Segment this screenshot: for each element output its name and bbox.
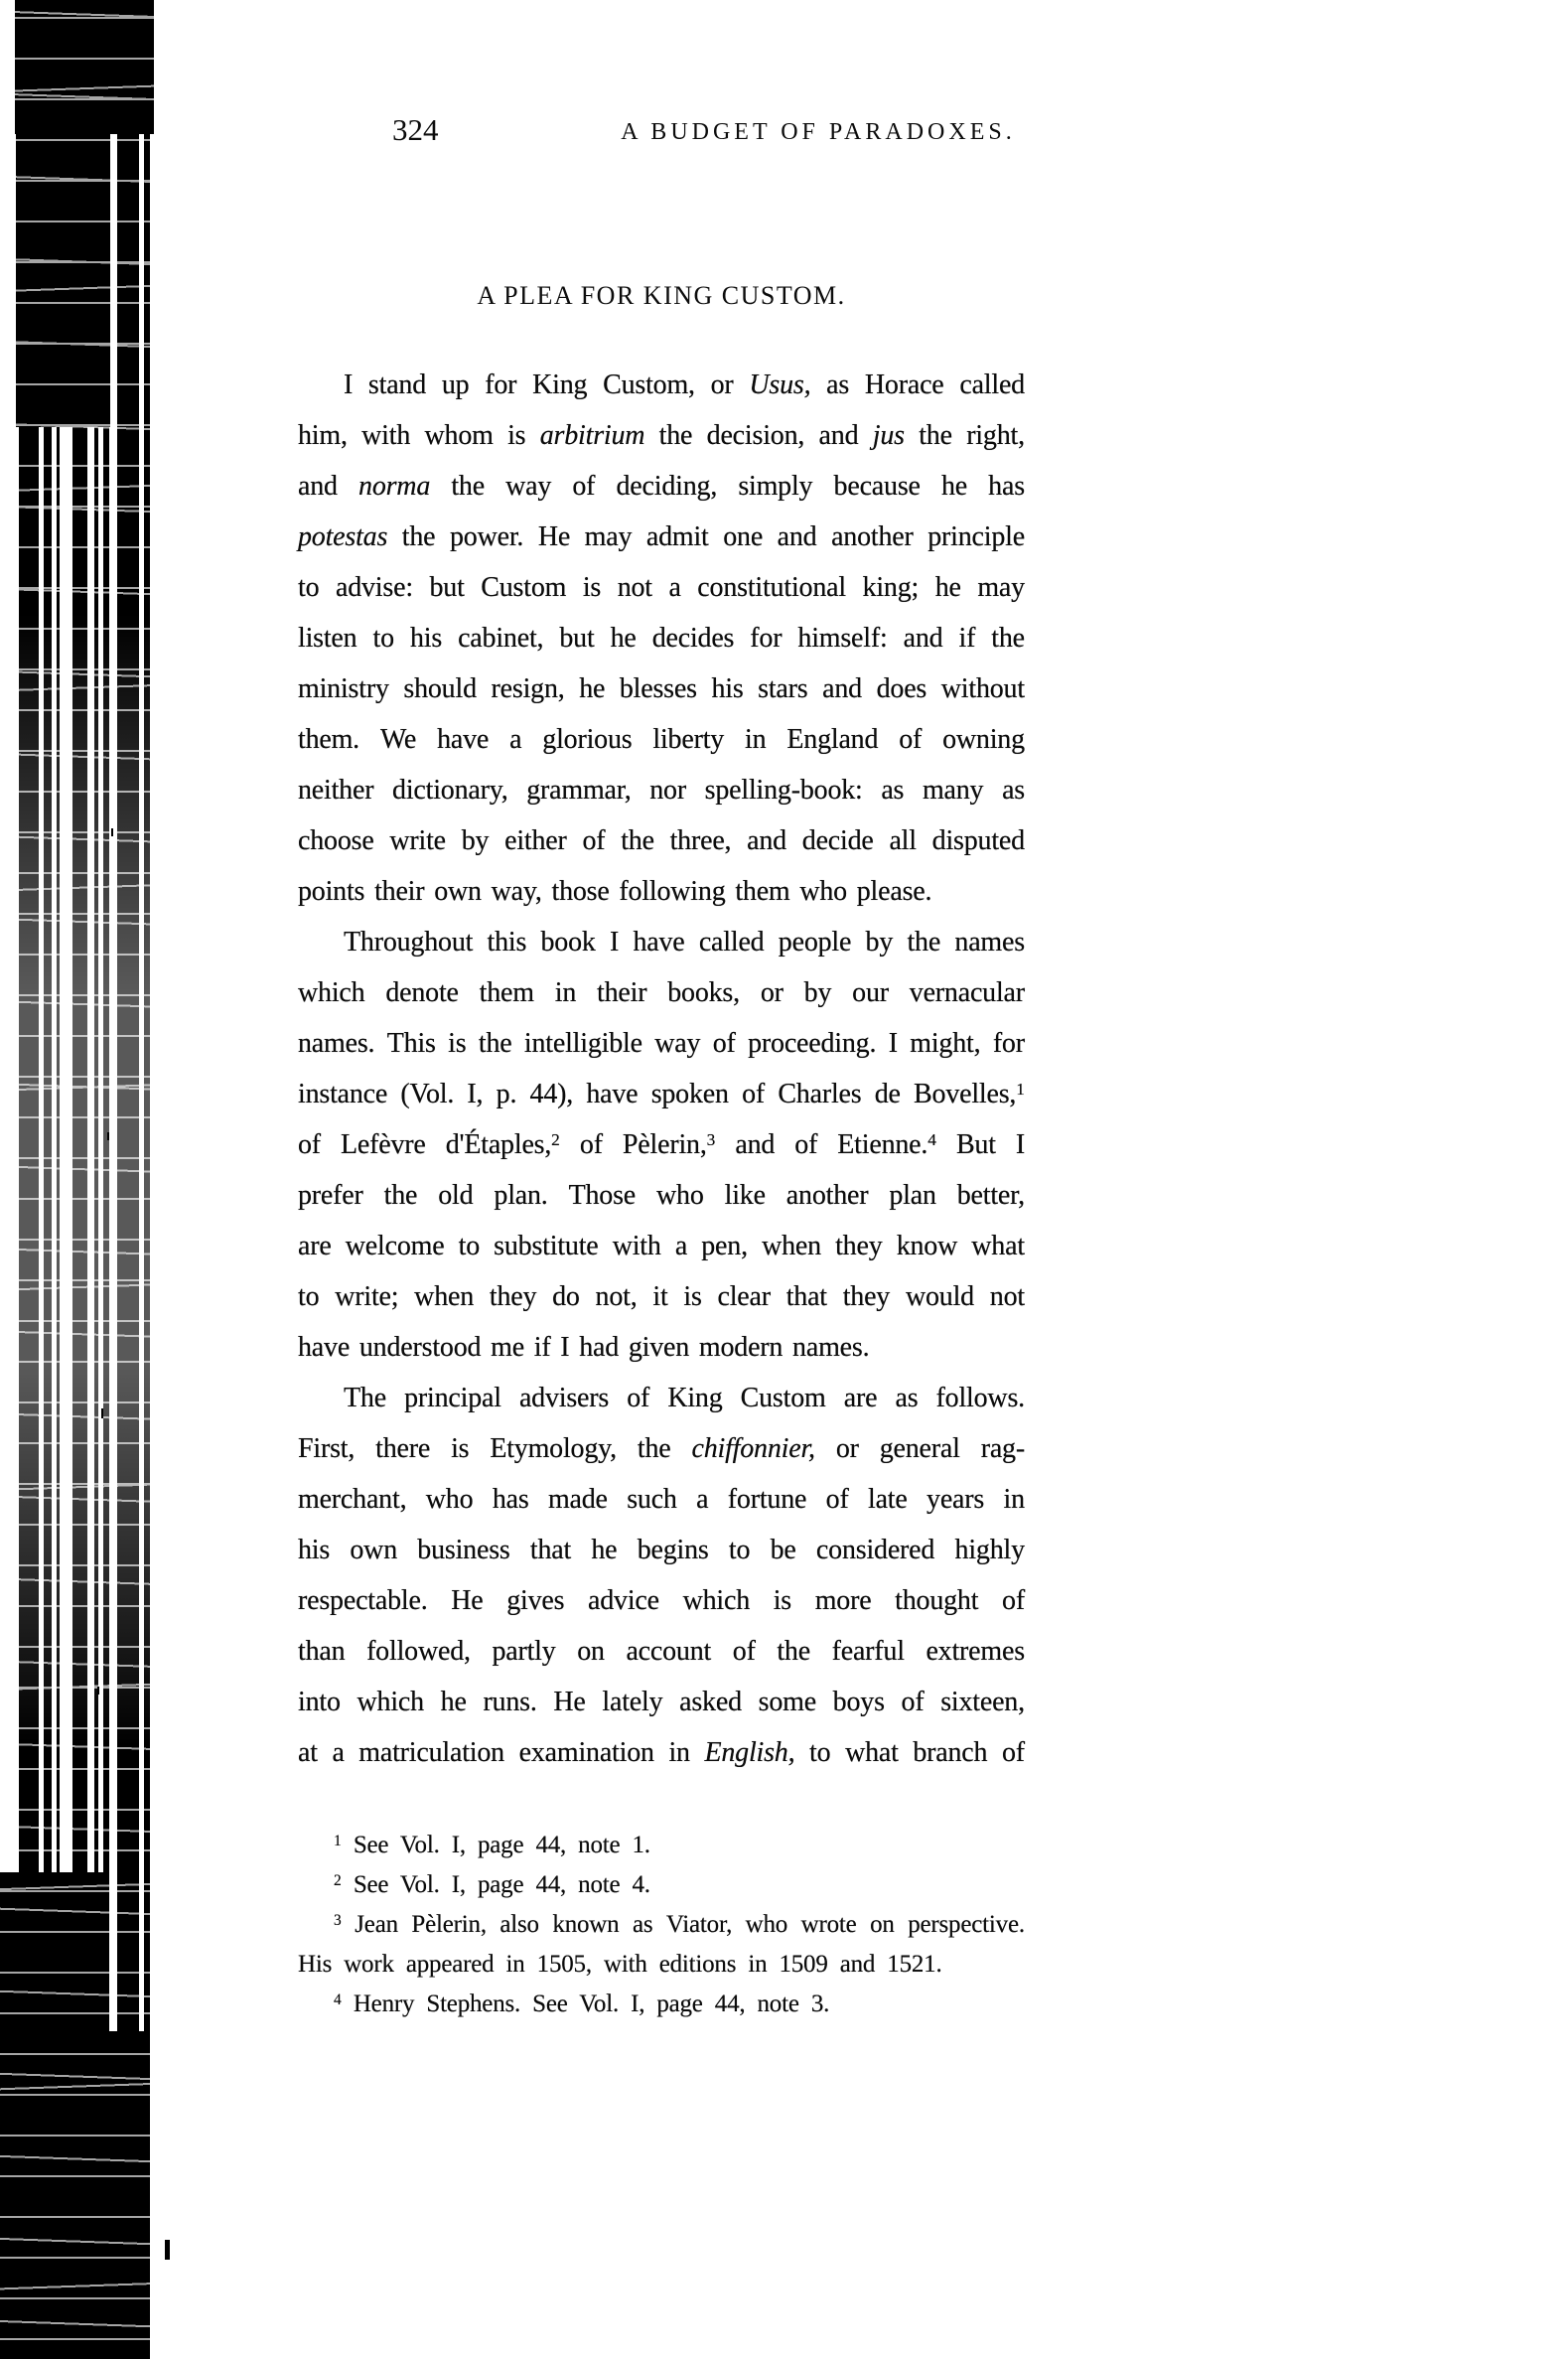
text-line: into which he runs. He lately asked some boys of sixteen, (298, 1687, 1025, 1717)
footnotes (298, 1826, 1025, 2024)
section-title: A PLEA FOR KING CUSTOM. (477, 281, 846, 310)
scan-speck (97, 1687, 99, 1695)
text-line: merchant, who has made such a fortune of late years in (298, 1484, 1025, 1515)
text-line: First, there is Etymology, the chiffonnier, or general rag- (298, 1433, 1025, 1464)
running-header: A BUDGET OF PARADOXES. (621, 119, 1016, 145)
text-line: names. This is the intelligible way of proceeding. I might, for (298, 1028, 1025, 1059)
scan-gutter-artifact (0, 0, 177, 2359)
text-line: to advise: but Custom is not a constitutional king; he may (298, 572, 1025, 603)
text-line: his own business that he begins to be considered highly (298, 1535, 1025, 1565)
scan-speck (101, 1408, 103, 1418)
scan-speck (111, 828, 113, 836)
body-text (298, 360, 1025, 1778)
gutter-fade (0, 0, 177, 2359)
scan-speck (107, 1132, 109, 1140)
text-line: choose write by either of the three, and decide all disputed (298, 825, 1025, 856)
text-line: to write; when they do not, it is clear that they would not (298, 1281, 1025, 1312)
text-line: at a matriculation examination in English, to what branch of (298, 1737, 1025, 1768)
text-line: respectable. He gives advice which is more thought of (298, 1585, 1025, 1616)
text-line: than followed, partly on account of the fearful extremes (298, 1636, 1025, 1667)
text-line: $^3$ Jean Pèlerin, also known as Viator, who wrote on perspective. (334, 1911, 1025, 1938)
text-line: $^2$ See Vol. I, page 44, note 4. (334, 1871, 650, 1898)
text-line: which denote them in their books, or by our vernacular (298, 977, 1025, 1008)
text-line: $^1$ See Vol. I, page 44, note 1. (334, 1832, 650, 1858)
scan-speck (117, 552, 120, 562)
text-line: him, with whom is arbitrium the decision, and jus the right, (298, 420, 1025, 451)
text-line: instance (Vol. I, p. 44), have spoken of Charles de Bovelles,$^1$ (298, 1079, 1025, 1109)
text-line: and norma the way of deciding, simply because he has (298, 471, 1025, 502)
text-line: points their own way, those following them who please. (298, 876, 932, 907)
text-line: potestas the power. He may admit one and another principle (298, 521, 1025, 552)
text-line: them. We have a glorious liberty in England of owning (298, 724, 1025, 755)
text-line: His work appeared in 1505, with editions in 1509 and 1521. (298, 1951, 942, 1978)
text-line: I stand up for King Custom, or Usus, as Horace called (344, 369, 1025, 400)
text-line: ministry should resign, he blesses his stars and does without (298, 673, 1025, 704)
scan-speck (165, 2240, 170, 2260)
page-number: 324 (392, 112, 439, 147)
text-line: are welcome to substitute with a pen, when they know what (298, 1231, 1025, 1261)
text-line: have understood me if I had given modern names. (298, 1332, 870, 1363)
text-line: prefer the old plan. Those who like another plan better, (298, 1180, 1025, 1211)
text-line: neither dictionary, grammar, nor spelling-book: as many as (298, 775, 1025, 806)
text-line: $^4$ Henry Stephens. See Vol. I, page 44, note 3. (334, 1990, 830, 2017)
text-line: listen to his cabinet, but he decides for himself: and if the (298, 623, 1025, 654)
text-line: The principal advisers of King Custom are as follows. (344, 1383, 1025, 1413)
text-line: of Lefèvre d'Étaples,$^2$ of Pèlerin,$^3$ and of Etienne.$^4$ But I (298, 1129, 1025, 1160)
text-line: Throughout this book I have called people by the names (344, 927, 1025, 958)
